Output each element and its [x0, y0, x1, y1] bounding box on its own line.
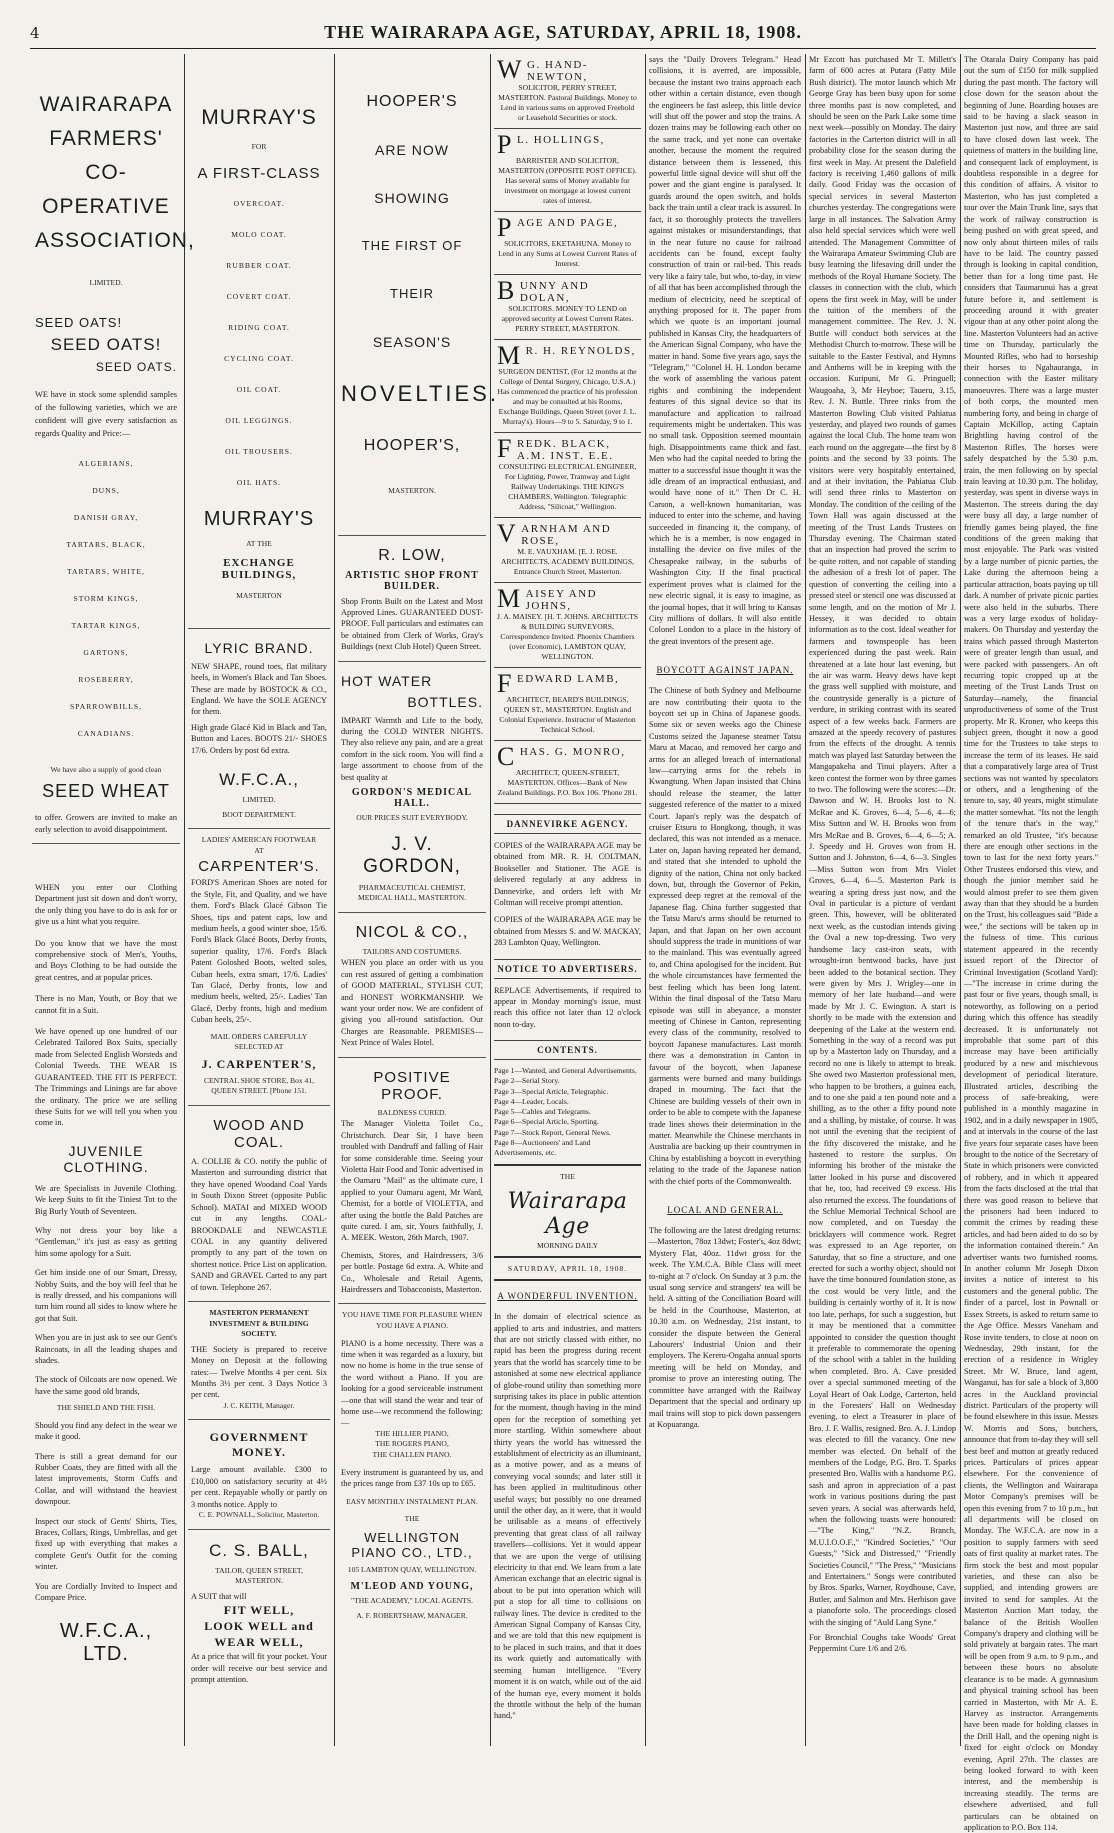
card-text: SURGEON DENTIST, (For 12 months at the College of Dental Surgery, Chicago, U.S.A.) Has commenced the practice of his profession and may be consulted at his Rooms, Exchange Buildings, Queen Street (over J. L. Murray's). Hours—9 to 5. Saturday, 9 to 1. [497, 367, 638, 426]
first-class-heading: A FIRST-CLASS [197, 164, 321, 182]
hoopers-line: ARE NOW SHOWING [374, 142, 450, 206]
seed-oats-heading: SEED OATS! [35, 314, 123, 330]
professional-card [494, 433, 641, 518]
lyric-text: High grade Glacé Kid in Black and Tan, Button and Laces. BOOTS 21/- SHOES 17/6. Orders by post 6d extra. [191, 722, 327, 755]
clothing-paragraph: Do you know that we have the most comprehensive stock of Men's, Youths, and Boys Clothing to be had outside the great centres, and at popular prices. [35, 938, 177, 982]
clothing-paragraph: WHEN you enter our Clothing Department just sit down and don't worry, the only thing you have to do is ask for or give us a hint what you require. [35, 883, 177, 927]
card-name-text: L. HOLLINGS, [516, 134, 605, 146]
list-item: Page 4—Leader, Locals. [494, 1096, 569, 1106]
ball-heading: C. S. BALL, [209, 1540, 309, 1560]
carpenters-ad [188, 829, 330, 1106]
pleasure-heading: YOU HAVE TIME FOR PLEASURE WHEN YOU HAVE A PIANO. [341, 1310, 483, 1330]
juvenile-paragraph: Should you find any defect in the wear we make it good. [35, 1420, 177, 1442]
clothing-paragraph: There is no Man, Youth, or Boy that we cannot fit in a Suit. [35, 994, 177, 1015]
professional-card [494, 741, 641, 804]
list-item: CANADIANS. [77, 728, 135, 738]
oat-varieties-list [35, 450, 177, 747]
nicol-text: WHEN you place an order with us you can rest assured of getting a combination of GOOD MATERIAL, STYLISH CUT, and HONEST WORKMANSHIP. We want your order now. We are confident of giving you all-round satisfaction. Our Charges are Reasonable. PREMISES—Next Prince of Wales Hotel. [341, 958, 483, 1048]
professional-cards [494, 54, 641, 804]
org-line: FARMERS' [49, 127, 163, 150]
list-item: DANISH GRAY, [73, 512, 139, 522]
card-text: SOLICITORS, EKETAHUNA. Money to Lend in any Sums at Lowest Current Rates of Interest. [498, 239, 637, 268]
list-item: OIL HATS. [236, 477, 282, 487]
divider [494, 1164, 641, 1166]
list-item: Page 7—Stock Report, General News. [494, 1127, 611, 1137]
column-1 [32, 54, 195, 1746]
carpenter-address: CENTRAL SHOE STORE, Box 41, QUEEN STREET. [Phone 151. [203, 1075, 315, 1096]
ball-tailor-ad [188, 1530, 330, 1694]
professional-card [494, 668, 641, 741]
mcleod-heading: M'LEOD AND YOUNG, [350, 1581, 474, 1593]
article-text: says the "Daily Drovers Telegram." Head collisions, it is averred, are impossible, because the instant two trains approach each other within a certain distance, even though the engineers be fast asleep, this little device will shut off the power and stop the trains. A dozen trains may be following each other on the same track, and yet none can overtake another, because the moment the required distance between them is lessened, this powerful little signal device will shut off the power and the giant engine is paralysed. It guards around the open switch, and holds back the train until a clear track is assured. In fact, it so thoroughly protects the travellers against mistakes or misunderstandings, that in the near future no cause for railroad accidents can be found, except faulty construction of train or rail-bed. This reads very like a fairy tale, but who, to-day, in view of all that has been accomplished through the medium of electricity, need be sceptical of anything proposed for it. The paper from which we quote is an important journal published in Kansas City, the headquarters of the American Signal Company, who have the matter in hand. Some five years ago, says the "Telegram," "Colonel H. H. London became the work of assembling the various patent rights and combining the independent features of this signal device so that its manufacture and application to railroad requirements might be undertaken. This was no small task. Opposition seemed mountain high. Disappointments came thick and fast. Men who had the capital needed to bring the matter to a successful issue thought it was the idle dream of an impractical enthusiast, and would have none of it." Then Dr C. H. Carson, a well-known humanitarian, was induced to enter into the scheme, and having succeeded in financing it, the company, of which he is a member, is now engaged in installing the device on five miles of the Chesapeake railway, in the suburbs of Washington City. If the final practical experiment proves what is claimed for the new electric signal, it is easy to imagine, as the journal hopes, that it will bring to Kansas City millions of dollars. It will also entitle Colonel London to a place in the history of the great inventors of the present age. [649, 55, 801, 646]
juvenile-paragraph: You are Cordially Invited to Inspect and Compare Price. [35, 1581, 177, 1603]
list-item: ALGERIANS, [78, 458, 134, 468]
lyric-heading: LYRIC BRAND. [204, 639, 314, 656]
list-item: TARTARS, BLACK, [66, 539, 146, 549]
list-item: SPARROWBILLS, [69, 701, 142, 711]
carpenters-heading: CARPENTER'S. [198, 858, 320, 876]
the-label: THE [560, 1172, 575, 1182]
jv-gordon-heading: J. V. GORDON, [363, 833, 461, 877]
list-item: Page 1—Wanted, and General Advertisements. [494, 1066, 637, 1076]
morning-daily: MORNING DAILY [536, 1241, 599, 1251]
carpenter-at: AT [254, 845, 264, 855]
ball-subheading: TAILOR, QUEEN STREET, MASTERTON. [215, 1565, 303, 1586]
column-rule [490, 54, 491, 1746]
card-name-text: ARNHAM AND ROSE, [521, 523, 612, 547]
exchange-buildings: EXCHANGE BUILDINGS, [221, 557, 297, 582]
positive-text: The Manager Violetta Toilet Co., Christchurch. Dear Sir, I have been troubled with Dandruff and falling of Hair for some considerable time. Seeing your Violetta Hair Food and Tonic advertised in the Oamaru "Mail" as the ultimate cure, I applied to your Oamaru agent, Mr Ward, Chemist, for a bottle of VIOLETTA, and after using the bottle the Bald Patches are quite cured. I am, sir, Yours faithfully, J. A. MEEK. Weston, 26th March, 1907. [341, 1119, 483, 1243]
flag-title: Wairarapa Age [507, 1189, 628, 1240]
masterton-label: MASTERTON [236, 591, 282, 601]
ball-fit: LOOK WELL and [204, 1619, 314, 1634]
card-name-text: EDWARD LAMB, [516, 673, 620, 685]
card-name [497, 434, 638, 463]
page-title: THE WAIRARAPA AGE, SATURDAY, APRIL 18, 1908. [324, 22, 802, 42]
card-text: ARCHITECT, BEARD'S BUILDINGS, QUEEN ST., MASTERTON. English and Colonial Experience. Instructor of Masterton Technical School. [499, 695, 636, 734]
card-text: J. A. MAISEY. [H. T. JOHNS. ARCHITECTS & BUILDING SURVEYORS, Correspondence Invited. Phoenix Chambers (over Economic), LAMBTON QUAY, WELLINGTON. [497, 612, 638, 661]
oilcoat-brands: THE SHIELD AND THE FISH. [56, 1403, 156, 1413]
hoopers-line: THE FIRST OF THEIR [361, 238, 463, 301]
mail-orders: MAIL ORDERS CAREFULLY SELECTED AT [210, 1031, 308, 1052]
column-rule [805, 54, 806, 1746]
card-name [497, 742, 638, 771]
piano-model: THE ROGERS PIANO, [375, 1439, 449, 1449]
robertshaw-signature: A. F. ROBERTSHAW, MANAGER. [356, 1610, 468, 1620]
carpenters-store: J. CARPENTER'S, [201, 1056, 317, 1071]
wfca-footer: W.F.C.A., LTD. [59, 1619, 153, 1665]
org-line: WAIRARAPA [39, 93, 173, 116]
card-name-text: R. H. REYNOLDS, [525, 345, 636, 357]
wfca-limited: LIMITED. [242, 795, 276, 805]
dannevirke-text: COPIES of the WAIRARAPA AGE may be obtained from MR. R. H. COLTMAN, Bookseller and Stationer. The AGE is delivered regularly at any address in Dannevirke, and orders left with Mr Coltman will receive prompt attention. [494, 841, 641, 908]
column-5 [649, 54, 801, 1746]
hot-water-ad [338, 662, 486, 913]
ball-fit: FIT WELL, [223, 1603, 295, 1618]
org-line: CO-OPERATIVE [42, 161, 170, 218]
the-label: THE [404, 1514, 420, 1523]
low-builder-ad [338, 536, 486, 662]
professional-card [494, 583, 641, 668]
column-rule [645, 54, 646, 1746]
seed-oats-heading: SEED OATS! [50, 334, 162, 354]
positive-proof-ad [338, 1058, 486, 1305]
ladies-american: LADIES' AMERICAN FOOTWEAR [201, 835, 317, 845]
piano-model: THE CHALLEN PIANO. [372, 1450, 452, 1459]
local-news-text: The Otarala Dairy Company has paid out the sum of £150 for milk supplied during the past month. The factory will close down for the season about the beginning of June. Boarding houses are said to be having a slack season in Masterton just now, and three are said to have closed down last week. The quietness of matters in the building line, and consequent lack of employment, is doubtless responsible in a degree for this condition of affairs. A visitor to Masterton, who has just completed a tour over the Main Trunk line, says that the work of railway construction is being pushed on with great speed, and now only about thirteen miles of rails have to be laid. The country passed through is looking in capital condition, better than for a long time past. He considers that Taumarunui has a great future before it, and settlement is proceeding around it with greater vigour than at any other point along the line. Masterton Volunteers had an active time on Thursday, particularly the Mounted Rifles, who had to horseship their horses to Ngahauranga, in connection with the Easter military manoeuvres. There was a large muster of both corps, the mounted men numbering forty, and being in charge of Captain McKillop, acting Captain Brightling having control of the Masterton Rifles. The horses were safely despatched by the 5.30 p.m. train, the men following on by special train leaving at 10.30 p.m. The holiday, yesterday, was spent in diverse ways in Masterton. The streets during the day were busy all day, a large number of friendly games being played, the fine conditions of the green making that most enjoyable. The Park was visited by a large number of picnic parties, the Lake during the afternoon being a particular attraction, boats paying up till dark. A number of private picnic parties were also held in the suburbs. There was a very large exodus of holiday-makers. On Thursday and yesterday the trains which passed through Masterton were of greater length than usual, and were packed with passengers. An oft recurring topic cropped up at the meeting of the Trust Lands Trust on Saturday—namely, the financial unproductiveness of some of the Trust property. Mr R. Kroner, who keeps this subject green, thought it now a good time for the Trustees to take steps to increase the term of its leases. He said that a comparatively large area of Trust sections was not wanted by speculators or others, and a lengthening of the tenure to, say, 40 years, might stimulate the matter somewhat. "Its not the length of the tenure that's in the way," remarked an old Trustee, "it's because there are enough other sections in the town to last for the next forty years." Other Trustees endorsed this view, and though the junior member said he would almost prefer to see them given away than that they should be a burden on the Trust, his colleagues said "Bide a wee," the sections will be taken up in the fulness of time. This curious statement appeared in the recently issued report of the Director of Criminal Investigation (Scotland Yard):—"The increase in crime during the past four or five years, though small, is noteworthy, as following on a period during which this offence has steadily decreased. It is unfortunately not improbable that some part of this increase may have been artificially produced by a new and mischievous development of periodical literature. Illustrated articles, describing the process of safe-breaking, were published in a monthly magazine in 1902, and in a daily newspaper in 1905, and at intervals in the course of the last five years four separate cases have been brought to the notice of the Secretary of State in which prisoners were convicted of robbery, and in which it appeared from the facts disclosed at the trial that there was good reason to believe that the prisoners had been induced to commit the crimes by reading these articles, and had been aided to do so by the information contained therein." An advertiser wants two furnished rooms. In another column Mr Joseph Dixon invites a notice of interest to his customers and the general public. The finder of a parcel, lost in Pownall or Essex Streets, is asked to return same to the Age Office. Messrs Vaneham and Rose invite tenders, to close at noon on Wednesday, 29th instant, for the erection of a residence in Wrigley Street. Mr W. Bruce, land agent, Wanganui, has for sale a block of 3,800 acres in the Auckland provincial district. Particulars of the property will be found elsewhere in this issue. Messrs W. Morris and Sons, butchers, announce that from to-day they will sell best beef and mutton at greatly reduced prices. Particulars of prices appear elsewhere. For the convenience of clients, the Wellington and Wairarapa Motor Company's premises will be open this evening from 7 to 10 p.m., but all departments will be closed on Monday. The W.F.C.A. are now in a position to supply farmers with seed oats of first quality at market rates. The firm stock the best and most popular varieties, and these can also be supplied, and intending growers are invited to send for samples. At the Masterton Auction Mart today, the balance of the British Woollen Company's drapery and clothing will be sold privately at bargain rates. The mart will be open from 9 a.m. to 9 p.m., and between these hours no absolute clearance is to be made. A gymnasium and physical training school has been carried in Masterton, with Mr A. E. Harvey as instructor. Arrangements have been made for holding classes in the Drill Hall, and the opening night is fixed for eight o'clock on Monday evening, April 27th. The classes are being looked forward to with keen interest, and the membership is increasing steadily. The terms are elsewhere advertised, and full particulars can be obtained on application to P.O. Box 114. [964, 55, 1098, 1832]
govt-money-signature: C. E. POWNALL, Solicitor, Masterton. [198, 1509, 320, 1519]
list-item: Page 6—Special Article, Sporting. [494, 1117, 599, 1127]
positive-heading: POSITIVE PROOF. [373, 1068, 451, 1103]
card-name-text: AISEY AND JOHNS, [525, 588, 598, 612]
card-name [497, 584, 638, 613]
murrays-heading: MURRAY'S [201, 106, 317, 129]
wfca-heading: W.F.C.A., [219, 770, 299, 790]
professional-card [494, 129, 641, 212]
mcleod-sub: "THE ACADEMY," LOCAL AGENTS. [350, 1596, 473, 1606]
wellington-piano-heading: WELLINGTON PIANO CO., LTD., [351, 1529, 473, 1560]
drop-cap: P [497, 213, 513, 242]
divider [494, 1256, 641, 1258]
card-text: ARCHITECT, QUEEN-STREET, MASTERTON. Offices—Bank of New Zealand Buildings. P.O. Box 106. 'Phone 281. [497, 768, 638, 797]
hot-water-heading: HOT WATER [341, 672, 433, 689]
drop-cap: V [497, 519, 518, 548]
card-name [497, 341, 638, 370]
nicol-ad [338, 913, 486, 1058]
column-rule [334, 54, 335, 1746]
list-item: MOLO COAT. [231, 229, 287, 239]
list-item: DUNS, [92, 485, 120, 495]
column-7 [964, 54, 1098, 1832]
card-name [497, 669, 638, 698]
list-item: ROSEBERRY, [78, 674, 134, 684]
gordons-text: OUR PRICES SUIT EVERYBODY. [356, 813, 468, 823]
coats-list [191, 188, 327, 498]
professional-card [494, 275, 641, 340]
bottles-heading: BOTTLES. [407, 693, 483, 710]
card-name-text: G. HAND-NEWTON, [527, 59, 588, 83]
novelties-heading: NOVELTIES. [341, 381, 499, 406]
govt-money-text: Large amount available. £300 to £10,000 on satisfactory security at 4½ per cent. Repayable wholly or partly on 3 months notice. Apply to [191, 1465, 327, 1509]
hoopers-heading: HOOPER'S, [363, 437, 461, 454]
juvenile-paragraph: Why not dress your boy like a "Gentleman," it's just as easy as getting him some apology for a Suit. [35, 1225, 177, 1258]
nicol-heading: NICOL & CO., [355, 923, 469, 941]
list-item: GARTONS, [83, 647, 129, 657]
clothing-ad [32, 844, 180, 1674]
list-item: OIL COAT. [236, 384, 282, 394]
piano-model: THE HILLIER PIANO, [375, 1428, 449, 1438]
seed-wheat-heading: SEED WHEAT [42, 781, 170, 802]
juvenile-paragraph: We are Specialists in Juvenile Clothing. We keep Suits to fit the Tiniest Tot to the Big Burly Youth of Seventeen. [35, 1183, 177, 1216]
professional-card [494, 518, 641, 583]
card-name [497, 213, 638, 242]
card-text: CONSULTING ELECTRICAL ENGINEER, For Lighting, Power, Tramway and Light Railway Undertakings. THE KING'S CHAMBERS, Wellington. Telegraphic Address, "Silicoat," Wellington. [498, 462, 637, 511]
notice-text: REPLACE Advertisements, if required to appear in Monday morning's issue, must reach this office not later than 12 o'clock noon to-day. [494, 985, 641, 1029]
hoopers-line: SEASON'S [372, 334, 452, 350]
card-name-text: AGE AND PAGE, [516, 217, 619, 229]
investment-heading: MASTERTON PERMANENT INVESTMENT & BUILDING SOCIETY. [209, 1307, 309, 1339]
hoopers-ad [338, 54, 499, 536]
column-6 [809, 54, 956, 1746]
piano-text: PIANO is a home necessity. There was a time when it was regarded as a luxury, but now no home is home in the true sense of the word without a Piano. If you are looking for a good serviceable instrument—one that will stand the wear and tear of home use—we recommend the following:— [341, 1338, 483, 1428]
list-item: OIL TROUSERS. [225, 446, 293, 456]
card-name-text: REDK. BLACK, A.M. INST. E.E. [516, 438, 614, 462]
drop-cap: W [497, 55, 524, 84]
low-heading: R. LOW, [378, 546, 446, 564]
leader-heading: A WONDERFUL INVENTION. [497, 1291, 638, 1302]
ball-suit: A SUIT that will [191, 1591, 247, 1601]
govt-money-ad [188, 1420, 330, 1529]
drop-cap: M [497, 584, 522, 613]
nicol-sub: TAILORS AND COSTUMERS. [362, 946, 462, 956]
juvenile-paragraph: Get him inside one of our Smart, Dressy, Nobby Suits, and the boy will feel that he is really dressed, and his companions will turn him round all sides to know where he got that Suit. [35, 1268, 177, 1323]
professional-card [494, 212, 641, 275]
masterton-label: MASTERTON. [388, 486, 436, 495]
list-item: TARTAR KINGS, [71, 620, 141, 630]
seed-oats-heading: SEED OATS. [95, 359, 177, 374]
drop-cap: P [497, 130, 513, 159]
list-item: COVERT COAT. [226, 291, 292, 301]
local-general-heading: LOCAL AND GENERAL. [667, 1205, 783, 1215]
professional-card [494, 340, 641, 433]
at-the-label: AT THE [246, 538, 272, 548]
masthead [30, 22, 1096, 49]
ball-text: At a price that will fit your pocket. Your order will receive our best service and prompt attention. [191, 1652, 327, 1684]
drop-cap: B [497, 276, 516, 305]
wellington-copies-text: COPIES of the WAIRARAPA AGE may be obtained from Messrs S. and W. MACKAY, 283 Lambton Quay, Wellington. [494, 915, 641, 948]
for-label: FOR [251, 142, 267, 151]
drop-cap: M [497, 341, 522, 370]
list-item: OVERCOAT. [233, 198, 285, 208]
card-text: SOLICITOR, PERRY STREET, MASTERTON. Pastoral Buildings. Money to Lend in various sums on approved Freehold or Leasehold Securities or stock. [498, 83, 637, 122]
murrays-heading: MURRAY'S [203, 507, 315, 530]
dateline: SATURDAY, APRIL 18, 1908. [507, 1264, 628, 1274]
notice-heading: NOTICE TO ADVERTISERS. [494, 959, 641, 979]
column-4 [494, 54, 641, 1746]
ball-fit: WEAR WELL, [214, 1635, 304, 1650]
list-item: RIDING COAT. [228, 322, 290, 332]
govt-money-heading: GOVERNMENT MONEY. [209, 1430, 309, 1460]
list-item: STORM KINGS, [73, 593, 139, 603]
card-name [497, 276, 638, 305]
column-2 [188, 54, 330, 1746]
boycott-heading: BOYCOTT AGAINST JAPAN. [656, 665, 794, 676]
lyric-brand-ad [188, 629, 330, 829]
juvenile-clothing-heading: JUVENILE CLOTHING. [63, 1142, 149, 1175]
page-number: 4 [30, 24, 40, 42]
leader-text: In the domain of electrical science as applied to arts and industries, and matters that are not strictly classed with either, no rapid has been the progress during recent years that the world has scarcely time to be astonished at some new electrical appliance of globe-round utility than something more surprising takes its place in public attention for the moment, though having in the mind open for the reception of something yet more startling. Within somewhere about thirty years the world has witnessed the establishment of electricity as an illuminant, as a motive power, and as a means of conveying vocal sounds; and later still it has been applied in multitudinous other useful ways; but possibly no one dreamed until the other day, as it were, that it would be utilisable as a means of effectively preventing that great class of all railway travellers—collisions. Yet it would appear that we are upon the verge of utilising electricity to that end. We learn from a late American exchange that an electric signal is about to be put into operation which will put a stop for all time to collisions on railway lines. The device is credited to the American Signal Company of Kansas City, and we are told that this new equipment is to be placed in such trains, and that it does its work quietly and automatically with seeming human intelligence. "Every moment it is on watch, while out of the aid of the human eye, every moment it holds the throttle without the help of the human hand," [494, 1312, 641, 1721]
card-name-text: HAS. G. MONRO, [519, 746, 626, 758]
juvenile-paragraph: The stock of Oilcoats are now opened. We have the same good old brands, [35, 1375, 177, 1396]
list-item: RUBBER COAT. [226, 260, 292, 270]
contents-list [494, 1066, 641, 1158]
wheat-kicker: We have also a supply of good clean [50, 764, 162, 774]
local-text: The following are the latest dredging returns:—Masterton, 78oz 13dwt; Foster's, 4oz 8dwt; Mystery Flat, 40oz. 11dwt gross for the week. The Y.M.C.A. Bible Class will meet to-night at 7 o'clock. On Sunday at 3 p.m. the usual song service and strangers' tea will be held. A sitting of the Conciliation Board will be held in the Courthouse, Masterton, at 10.30 a.m. on Wednesday, 21st instant, to consider the dispute between the General Labourers' Industrial Union and their employers. The Kereru-Ongaha annual sports meeting will be held on Monday, and promise to prove an interesting outing. The committee have arranged with the Railway Department that the special and ordinary up mail trains will stop to pick down passengers at Kopuaranga. [649, 1226, 801, 1429]
list-item: TARTARS, WHITE, [67, 566, 145, 576]
contents-heading: CONTENTS. [494, 1040, 641, 1060]
boot-department: BOOT DEPARTMENT. [222, 809, 296, 819]
oats-intro: WE have in stock some splendid samples of the following varieties, which we are confident will give every satisfaction as regards Quality and Price:— [35, 389, 177, 438]
low-text: Shop Fronts Built on the Latest and Most Approved Lines. GUARANTEED DUST-PROOF. Full particulars and estimates can be obtained from Clerk of Works, Gray's Buildings (next Club Hotel) Queen Street. [341, 596, 483, 652]
easy-monthly: EASY MONTHLY INSTALMENT PLAN. [346, 1497, 478, 1507]
wood-coal-heading: WOOD AND COAL. [213, 1117, 305, 1152]
murrays-ad [188, 54, 330, 629]
card-name [497, 519, 638, 548]
positive-sub: BALDNESS CURED. [377, 1107, 447, 1117]
limited-label: LIMITED. [89, 278, 123, 287]
juvenile-paragraph: Inspect our stock of Gents' Shirts, Ties, Braces, Collars, Rings, Umbrellas, and get fixed up with everything that makes a complete Gent's Outfit for the coming winter. [35, 1516, 177, 1572]
peppermint-cure: For Bronchial Coughs take Woods' Great Peppermint Cure 1/6 and 2/6. [809, 1633, 956, 1654]
card-name [497, 130, 638, 159]
wheat-text: to offer. Growers are invited to make an early selection to avoid disappointment. [35, 813, 177, 834]
list-item: Page 2—Serial Story. [494, 1076, 560, 1086]
drop-cap: F [497, 669, 513, 698]
divider [494, 1279, 641, 1281]
org-line: ASSOCIATION, [35, 229, 195, 252]
list-item: Page 3—Special Article, Telegraphic. [494, 1086, 609, 1096]
clothing-paragraph: We have opened up one hundred of our Celebrated Tailored Box Suits, specially made from Selected English Worsteds and Colonial Tweeds. THE WEAR IS GUARANTEED. THE FIT IS PERFECT. The Trimmings and Linings are far above the ordinary. The price we are selling these Suits for we will tell you when you come in. [35, 1027, 177, 1128]
juvenile-paragraph: There is still a great demand for our Rubber Coats, they are fitted with all the latest improvements, Storm Cuffs and Collar, and will withstand the heaviest downpour. [35, 1451, 177, 1507]
investment-text: THE Society is prepared to receive Money on Deposit at the following rates:— Twelve Months 4 per cent. Six Months 3½ per cent. 3 Days Notice 3 per cent. [191, 1344, 327, 1400]
lyric-text: NEW SHAPE, round toes, flat military heels, in Women's Black and Tan Shoes. These are made by BOSTOCK & CO., England. We have the SOLE AGENCY for them. [191, 661, 327, 717]
jv-gordon-sub: PHARMACEUTICAL CHEMIST, MEDICAL HALL, MASTERTON. [358, 882, 466, 903]
hoopers-line: HOOPER'S [366, 93, 458, 110]
card-name-text: UNNY AND DOLAN, [519, 280, 590, 304]
list-item: OIL LEGGINGS. [225, 415, 293, 425]
low-trade: ARTISTIC SHOP FRONT BUILDER. [345, 569, 479, 592]
column-3 [338, 54, 499, 1746]
card-text: M. E. VAUXHAM. [E. J. ROSE. ARCHITECTS, ACADEMY BUILDINGS, Entrance Church Street, Masterton. [500, 547, 635, 576]
juvenile-paragraph: When you are in just ask to see our Gent's Raincoats, in all the leading shapes and shades. [35, 1333, 177, 1365]
list-item: Page 8—Auctioneers' and Land Advertisements, etc. [494, 1137, 591, 1157]
boycott-text: The Chinese of both Sydney and Melbourne are now contributing their quota to the boycott set up in China of Japanese goods. Some six or seven weeks ago the Chinese Customs seized the Japanese steamer Tatsu Maru at Macao, and removed her cargo and arms for an alleged breach of international law—carrying arms for the rebels in Kwangtung. When Japan insisted that China should release the steamer, the latter suggested reference of the matter to a mixed Court. Japan's reply was the despatch of cruiser Etsuru to Hongkong, though, it was declared, this was not intended as a menace. Later on, Japan having repeated her demand, and stated that she intended to uphold the dignity of the nation, China not only backed down, but, through the Governor of Pekin, expressed deep regret at the removal of the Japanese flag. China further suggested that the Tatsu Maru's arms should be returned to Japan, and that Japan on her own account should suppress the trade in munitions of war to the mainland. This was eventually agreed to, and China apologised for the incident. But the whole circumstances have fermented the best feeling which has been long latent. Within the final disposal of the Tatsu Maru episode was still in abeyance, a monster meeting of Chinese in Canton, representing every class of the community, resolved to boycott Japanese manufactures. Last month there was a demonstration in Canton in favour of the boycott, when Japanese garments were burned and many buildings draped in mourning. The fact that the Chinese are building vessels of their own in order to be able to compete with the Japanese trade lines shows their determination in the matter. Meanwhile the Chinese merchants in Australia are backing up their countrymen in China by establishing a boycott in everything relating to the trade of the Japanese nation with the chief ports of the Commonwealth. [649, 686, 801, 1186]
newspaper-flag [494, 1189, 641, 1239]
column-rule [960, 54, 961, 1746]
gordons-hall: GORDON'S MEDICAL HALL. [351, 787, 473, 810]
piano-text: Every instrument is guaranteed by us, and the prices range from £37 10s up to £65. [341, 1467, 483, 1488]
card-name [497, 55, 638, 84]
wood-coal-text: A. COLLIE & CO. notify the public of Masterton and surrounding district that they have opened Woodand Coal Yards in South Dixon Street (opposite Public School). MATAI and MIXED WOOD cut in any lengths. COAL-BROOKDALE and NEWCASTLE COAL in any quantity delivered promptly to any part of the town on shortest notice. Price List on application. SAND and GRAVEL Carted to any part of town. Telephone 267. [191, 1157, 327, 1292]
positive-text: Chemists, Stores, and Hairdressers, 3/6 per bottle. Postage 6d extra. A. White and Co., Wholesale and Retail Agents, Hairdressers and Tobacconists, Masterton. [341, 1250, 483, 1294]
carpenter-text: FORD'S American Shoes are noted for the Style, Fit, and Quality, and we have them. Ford's Black Glacé Gibson Tie Shoes, tips and patent caps, low and medium heels, a good winter shoe, 15/6. Ford's Black Glacé Boots, Derby fronts, superior quality, 17/6. Ford's Black Patent Goloshed Boots, welted soles, Cuban heels, extra smart, 17/6. Ladies' Tan Glacé, Derby fronts, low and medium heels, welted, 25/-. Ladies' Tan Glacé, Derby fronts, high and medium Cuban heels, 25/-. [191, 878, 327, 1025]
hot-water-text: IMPART Warmth and Life to the body, during the COLD WINTER NIGHTS. They also relieve any pain, and are a great comfort in the sick room. You will find a large assortment to choose from of the best quality at [341, 715, 483, 782]
professional-card [494, 54, 641, 129]
card-text: SOLICITORS. MONEY TO LEND on approved security at Lowest Current Rates. PERRY STREET, MASTERTON. [501, 304, 634, 333]
piano-ad [338, 1304, 486, 1629]
wood-coal-ad [188, 1106, 330, 1302]
list-item: Page 5—Cables and Telegrams. [494, 1107, 591, 1117]
drop-cap: C [497, 742, 516, 771]
wellington-address: 105 LAMBTON QUAY, WELLINGTON. [347, 1564, 477, 1574]
investment-society-ad [188, 1302, 330, 1420]
dannevirke-heading: DANNEVIRKE AGENCY. [494, 814, 641, 834]
wfca-seed-oats-ad [32, 54, 195, 844]
drop-cap: F [497, 434, 513, 463]
column-rule [184, 54, 185, 1746]
list-item: CYCLING COAT. [224, 353, 294, 363]
investment-signature: J. C. KEITH, Manager. [223, 1400, 295, 1410]
local-news-text: Mr Ezcott has purchased Mr T. Millett's farm of 600 acres at Putara (Fatty Mile Bush district). The motor launch which Mr George Gray has been busy upon for some three months past is now completed, and should be seen on the Park Lake some time next week—possibly on Monday. The dairy factories in the Carterton district will in all probability close for the season during the first week in May. At present the Dalefield factory is receiving 1,460 gallons of milk daily. Good Friday was the occasion of special services in several Masterton churches yesterday. The congregations were large in all instances. The Salvation Army also held special services which were well attended. The Management Committee of the Wairarapa Amateur Swimming Club are busy learning the lifesaving drill under the methods of the Royal Humane Society. The classes in connection with the club, which opens the first week in May, will be under the tuition of the members of the management committee. The Rev. J. N. Buttle will conduct both services at the Methodist Church to-morrow. These will be suitable to the Easter Festival, and Hymns and Anthems will be in keeping with the occasion. Kuripuni, Mr G. Pringuell; Waugoaha, 3, Mr Heyboe; Taueru, 3.15, Rev. J. N. Buttle. Three rinks from the Masterton Bowling Club visited Pahiatua yesterday, and played two rounds of games against the local Club. The home team won each round on the aggregate—the first by 8 points and the second by 33 points. The visitors were very hospitably entertained, and at their invitation, the Pahiatua Club will send three rinks to Masterton on Monday. The condition of the ceiling of the Town Hall was again discussed at the meeting of the Trust Lands Trustees on Thursday evening. The Chairman stated that an inspection had proved the scrim to be quite rotten, and not capable of standing the adhesion of a fresh lot of paper. The question of converting the ceiling into a pressed steel or stencil one was discussed at some length, and on the motion of Mr J. Hessey, it was decided to obtain information as to the cost. Ideal weather for farmers and townspeople has been experienced during the past week. Rain threatened at a late hour last evening, but the air was warm. Heavy dews have kept the grass well supplied with moisture, and the countryside generally is a picture of verdure, in striking contrast with its seared aspect of a few weeks back. Farmers are amazed at the speedy recovery of pastures from the effects of the drought. A tennis match was played last Saturday between the Mangapakeha and Tinui players. After a keen contest the former won by three games to two. The following were the scores:—Dr. Dawson and W. H. Brooks lost to N. McRae and K. Groves, 6—4, 5—6, 4—6; Miss Sutton and W. H. Brooks won from Mrs McRae and B. Groves, 6—4, 6—5; A. J. Speedy and H. Groves won from H. Sutton and J. Johnston, 6—4, 6—3. Singles—Miss Sutton won from Mrs Violet Groves, 6—4, 6—5. Masterton Park is wearing a spring dress just now, and the Oval in particular is a picture of verdant green. This, however, will be obliterated next week, as the custodian intends giving the Oval a new top-dressing. Two very handsome lacy cast-iron seats, with wrought-iron bentwood backs, have just been added to the botanical section. They were given by Mrs J. Wrigley—one in memory of her late husband—and were made by Mr J. C. Ewington. A start is shortly to be made with the extension and deepening of the Lake at the western end. Something in the way of a record was put up by a Masterton lady on Thursday, and a record no one is likely to attempt to break. She owed two Masterton professional men, who happen to be brothers, a guinea each, and to one she paid a ten pound note and a shilling, as to the other a fifty pound note and a shilling, by mistake, of course. It was not until the evening that the recipient of the fifty discovered the mistake, and he hastened to restore the surplus. On informing his brother of the mistake the latter looked in his purse and discovered that he, too, had received £9 excess. His also returned the excess. The foundations of the Schlue Memorial Technical School are now completed, and on Tuesday the bricklayers will commence work. Regret was expressed to an Age reporter, on Saturday, that so fine a structure, and one erected for such a worthy object, should not have the time honoured foundation stone, as the cost would be very little, and the building is certainly worthy of it. It is now too late, perhaps, for such a suggestion, but it may be mentioned that a committee appointed to consider the question thought it preferable to commemorate the opening of the school with a tablet in the building when completed. Bro. A. Cave presided over a special summoned meeting of the Loyal Heart of Oak Lodge, Carterton, held in the Foresters' Hall on Wednesday evening, to elect a Treasurer in place of Bro. J. F. Wallis, resigned. Bro. A. J. Lindop was elected to fill the vacancy. One new member was elected. On behalf of the members of the Lodge, P.G. Bro. T. Sparks presented Bro. Wallis with a handsome P.G. sash and apron in appreciation of a past work in various positions during the past seven years. A social was afterwards held, when the following toasts were honoured:—"The King," "N.Z. Branch, M.U.I.O.O.F.," "Kindred Societies," "Our Guests," "Sick and Distressed," "Friendly Societies Council," "The Press," "Musicians and Entertainers." Songs were contributed by Bros. Sparks, Warner, Roydhouse, Cave, Butler, and Salmon and Mrs. Herbison gave a pianoforte solo. The proceedings closed with the singing of "Auld Lang Syne." [809, 55, 956, 1627]
card-text: BARRISTER AND SOLICITOR, MASTERTON (OPPOSITE POST OFFICE). Has several sums of Money available for investment on mortgage at lowest current rates of interest. [498, 156, 637, 205]
